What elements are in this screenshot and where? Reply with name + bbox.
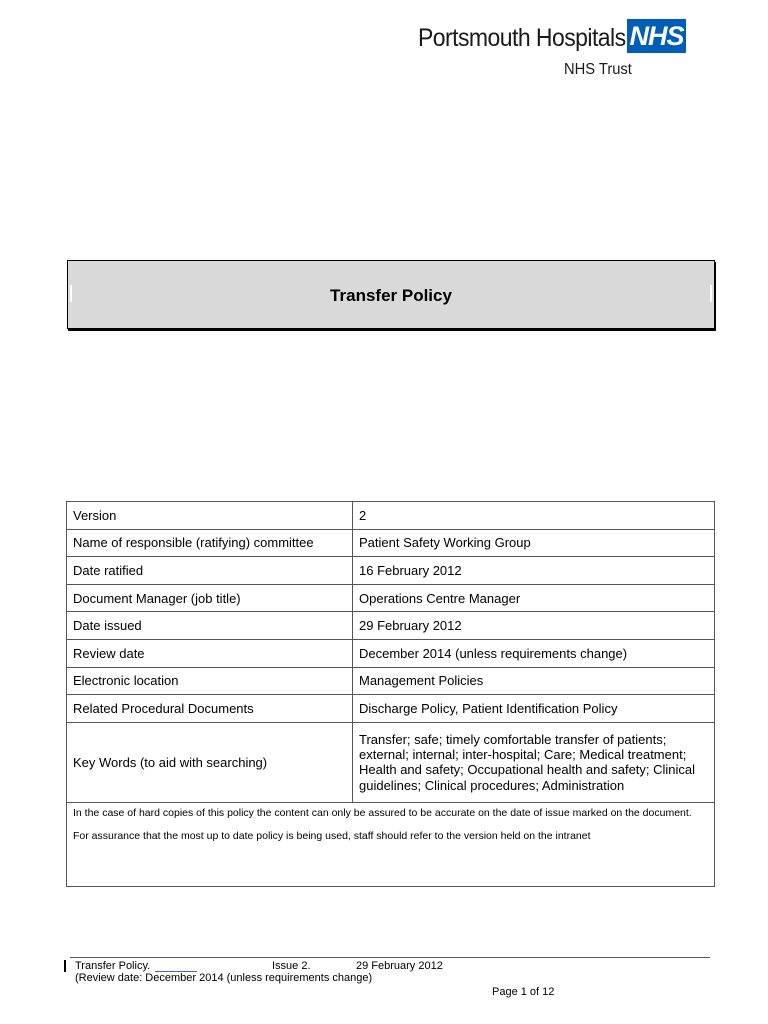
footer-marker: [64, 960, 66, 972]
title-marker-right: [710, 285, 712, 302]
table-row: [67, 584, 715, 612]
detail-label: Document Manager (job title): [67, 584, 353, 612]
table-row: [67, 802, 715, 886]
notice-text-2: For assurance that the most up to date policy is being used, staff should refer to the version held on the intranet: [73, 829, 591, 842]
detail-label: Date issued: [67, 612, 353, 640]
footer-document-name: [75, 960, 150, 972]
detail-value: Discharge Policy, Patient Identification Policy: [353, 695, 715, 723]
detail-label: Date ratified: [67, 557, 353, 585]
nhs-badge-icon: NHS: [627, 19, 686, 53]
table-row: [67, 639, 715, 667]
footer-blank-field: [155, 960, 197, 972]
detail-label: Version: [67, 502, 353, 530]
detail-label: Name of responsible (ratifying) committee: [67, 529, 353, 557]
table-row: [67, 695, 715, 723]
detail-value: 2: [353, 502, 715, 530]
detail-value: December 2014 (unless requirements change): [353, 639, 715, 667]
detail-value: 16 February 2012: [353, 557, 715, 585]
document-title: Transfer Policy: [330, 286, 452, 305]
footer-date: 29 February 2012: [356, 960, 443, 972]
detail-value: Operations Centre Manager: [353, 584, 715, 612]
logo-organisation-name: Portsmouth Hospitals: [418, 24, 626, 52]
detail-value: Transfer; safe; timely comfortable transfer of patients; external; internal; inter-hospital; Care; Medical treatment; Health and safety; Occupational health and safety; Clinical guidelines; Clinical procedures; Administration: [353, 722, 715, 802]
table-row: [67, 557, 715, 585]
title-banner: [67, 260, 715, 329]
table-row: [67, 529, 715, 557]
detail-label: Review date: [67, 639, 353, 667]
detail-label: Electronic location: [67, 667, 353, 695]
table-row: [67, 667, 715, 695]
table-row: [67, 722, 715, 802]
document-details-table: [66, 501, 715, 887]
hard-copy-notice: [67, 802, 715, 886]
table-row: [67, 502, 715, 530]
detail-label: Related Procedural Documents: [67, 695, 353, 723]
footer-issue: Issue 2.: [272, 960, 311, 972]
detail-value: Management Policies: [353, 667, 715, 695]
logo-trust-name: NHS Trust: [564, 61, 632, 78]
footer-review-date: (Review date: December 2014 (unless requirements change): [75, 972, 373, 984]
table-row: [67, 612, 715, 640]
detail-label: Key Words (to aid with searching): [67, 722, 353, 802]
detail-value: 29 February 2012: [353, 612, 715, 640]
page-number: Page 1 of 12: [492, 986, 555, 998]
trust-logo: [416, 16, 688, 80]
detail-value: Patient Safety Working Group: [353, 529, 715, 557]
notice-text-1: In the case of hard copies of this policy the content can only be assured to be accurate on the date of issue marked on the document.: [73, 806, 692, 819]
footer-divider: [70, 957, 710, 958]
footer-doc-name-text: Transfer Policy.: [75, 960, 151, 972]
